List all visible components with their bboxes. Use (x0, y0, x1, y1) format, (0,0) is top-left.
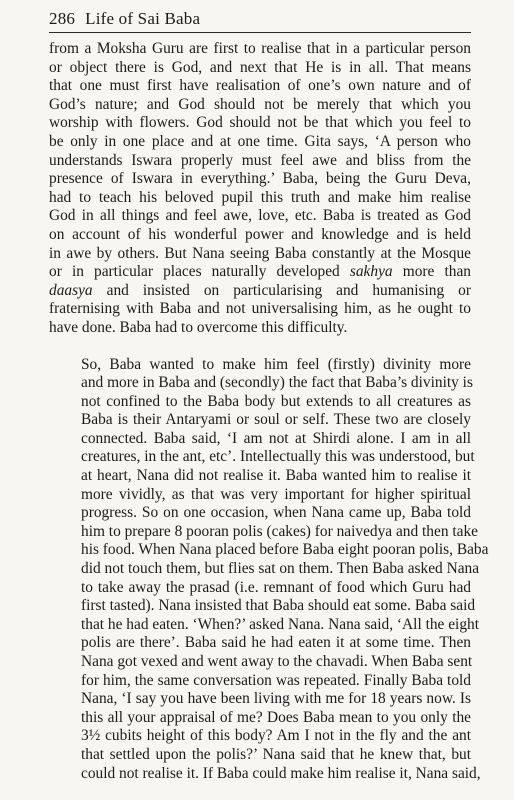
text-line: Nana got vexed and went away to the chavadi. When Baba sent (81, 653, 473, 670)
text-line: fraternising with Baba and not universalising him, as he ought to (49, 300, 471, 318)
italic-term: daasya (49, 281, 93, 299)
text-line: God in all things and feel awe, love, etc. Baba is treated as God (49, 207, 471, 225)
text-line: So, Baba wanted to make him feel (firstly) divinity more (81, 355, 471, 373)
text-line: his food. When Nana placed before Baba eight pooran polis, Baba (81, 541, 489, 559)
text-line: Baba is their Antaryami or soul or self. These two are closely (81, 411, 471, 429)
body-text (49, 40, 489, 783)
text-line: that settled upon the polis?’ Nana said that he knew that, but (81, 745, 471, 763)
text-line: could not realise it. If Baba could make him realise it, Nana said, (81, 764, 481, 782)
text-line: daasya and insisted on particularising and humanising or (49, 281, 471, 299)
text-line: this all your appraisal of me? Does Baba mean to you only the (81, 708, 471, 726)
text-line: presence of Iswara in everything.’ Baba, being the Guru Deva, (49, 170, 471, 188)
text-line: 3½ cubits height of this body? Am I not in the fly and the ant (81, 727, 471, 745)
text-line: had to teach his beloved pupil this truth and make him realise (49, 188, 471, 206)
page-header (49, 6, 469, 32)
header-rule (49, 32, 471, 33)
text-line: at heart, Nana did not realise it. Baba wanted him to realise it (81, 467, 471, 485)
italic-term: sakhya (349, 263, 393, 281)
text-line: be only in one place and at one time. Gita says, ‘A person who (49, 132, 471, 150)
text-line: from a Moksha Guru are first to realise that in a particular person (49, 40, 471, 57)
text-line: on account of his wonderful power and knowledge and is held (49, 225, 471, 243)
text-line: more vividly, as that was very important for higher spiritual (81, 485, 471, 503)
text-line: polis are there’. Baba said he had eaten it at some time. Then (81, 634, 471, 652)
text-line: or object there is God, and next that He is in all. That means (49, 58, 471, 76)
text-line: worship with flowers. God should not be that which you feel to (49, 114, 471, 132)
text-line: in awe by others. But Nana seeing Baba constantly at the Mosque (49, 244, 471, 262)
text-line: Nana, ‘I say you have been living with me for 18 years now. Is (81, 690, 471, 708)
text-line: have done. Baba had to overcome this difficulty. (49, 318, 348, 336)
text-line: progress. So on one occasion, when Nana came up, Baba told (81, 504, 471, 522)
text-line: connected. Baba said, ‘I am not at Shirdi alone. I am in all (81, 429, 471, 447)
text-line: to take away the prasad (i.e. remnant of food which Guru had (81, 578, 471, 596)
page-number: 286 (49, 9, 76, 28)
text-line: for him, the same conversation was repeated. Finally Baba told (81, 671, 471, 689)
running-title: Life of Sai Baba (85, 9, 201, 28)
text-line: or in particular places naturally developed sakhya more than (49, 263, 471, 281)
paragraph-1 (49, 40, 471, 338)
text-line: God’s nature; and God should not be merely that which you (49, 95, 471, 113)
text-line: understands Iswara properly must feel awe and bliss from the (49, 151, 471, 169)
text-line: first tasted). Nana insisted that Baba should eat some. Baba said (81, 597, 476, 615)
text-line: that he had eaten. ‘When?’ asked Nana. Nana said, ‘All the eight (81, 615, 479, 633)
text-line: did not touch them, but flies sat on them. Then Baba asked Nana (81, 560, 480, 578)
text-line: and more in Baba and (secondly) the fact that Baba’s divinity is (81, 374, 473, 392)
text-line: that one must first have realisation of one’s own nature and of (49, 77, 471, 95)
text-line: him to prepare 8 pooran polis (cakes) for naivedya and then take (81, 522, 479, 540)
text-line: not confined to the Baba body but extends to all creatures as (81, 392, 471, 410)
paragraph-2 (49, 355, 489, 784)
text-line: creatures, in the ant, etc’. Intellectually this was understood, but (81, 448, 475, 466)
